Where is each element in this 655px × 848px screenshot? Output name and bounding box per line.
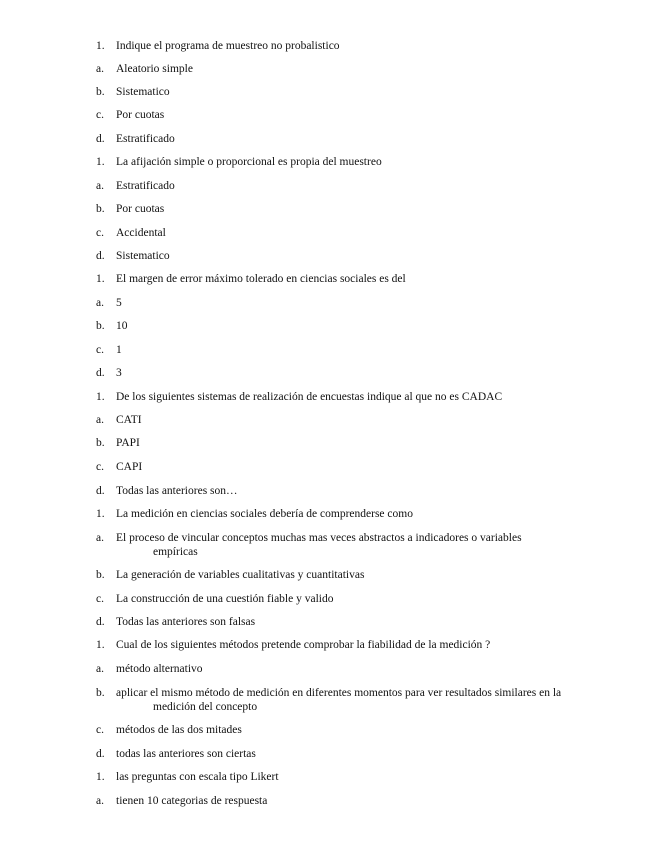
- list-marker: d.: [96, 367, 105, 379]
- option-line: [96, 794, 596, 808]
- option-text: Por cuotas: [116, 109, 165, 121]
- option-line: [96, 62, 596, 76]
- option-line: [96, 343, 596, 357]
- option-line: [96, 686, 596, 714]
- list-marker: a.: [96, 297, 104, 309]
- question-line: [96, 272, 596, 286]
- list-marker: a.: [96, 532, 104, 544]
- option-text: 1: [116, 344, 122, 356]
- option-line: [96, 723, 596, 737]
- list-marker: d.: [96, 485, 105, 497]
- option-text: Sistematico: [116, 250, 170, 262]
- list-marker: c.: [96, 724, 104, 736]
- option-text: Todas las anteriores son falsas: [116, 616, 256, 628]
- question-line: [96, 155, 596, 169]
- option-line: [96, 319, 596, 333]
- option-line: [96, 662, 596, 676]
- option-text: CAPI: [116, 461, 143, 473]
- question-text: La medición en ciencias sociales debería de comprenderse como: [116, 508, 413, 520]
- option-text: 5: [116, 297, 122, 309]
- question-text: La afijación simple o proporcional es propia del muestreo: [116, 156, 382, 168]
- option-line: [96, 202, 596, 216]
- question-line: [96, 638, 596, 652]
- option-text: Estratificado: [116, 180, 175, 192]
- list-marker: 1.: [96, 273, 105, 285]
- option-line: [96, 296, 596, 310]
- option-text: Accidental: [116, 227, 166, 239]
- option-line: [96, 226, 596, 240]
- option-text: PAPI: [116, 437, 140, 449]
- option-line: [96, 366, 596, 380]
- list-marker: c.: [96, 461, 104, 473]
- question-text: El margen de error máximo tolerado en ciencias sociales es del: [116, 273, 406, 285]
- list-marker: d.: [96, 250, 105, 262]
- list-marker: 1.: [96, 40, 105, 52]
- list-marker: a.: [96, 795, 104, 807]
- list-marker: 1.: [96, 508, 105, 520]
- list-marker: d.: [96, 133, 105, 145]
- option-line: [96, 460, 596, 474]
- option-line: [96, 413, 596, 427]
- question-text: Cual de los siguientes métodos pretende comprobar la fiabilidad de la medición ?: [116, 639, 491, 651]
- list-marker: c.: [96, 593, 104, 605]
- list-marker: b.: [96, 320, 105, 332]
- option-line: [96, 249, 596, 263]
- option-text: Sistematico: [116, 86, 170, 98]
- option-text: La construcción de una cuestión fiable y valido: [116, 593, 334, 605]
- list-marker: d.: [96, 748, 105, 760]
- question-line: [96, 507, 596, 521]
- list-marker: a.: [96, 180, 104, 192]
- list-marker: b.: [96, 437, 105, 449]
- option-line: [96, 484, 596, 498]
- option-text: aplicar el mismo método de medición en diferentes momentos para ver resultados similares en la: [116, 687, 562, 699]
- option-line: [96, 85, 596, 99]
- list-marker: 1.: [96, 391, 105, 403]
- list-marker: c.: [96, 227, 104, 239]
- option-line: [96, 615, 596, 629]
- list-marker: b.: [96, 569, 105, 581]
- option-text: Por cuotas: [116, 203, 165, 215]
- question-text: De los siguientes sistemas de realización de encuestas indique al que no es CADAC: [116, 391, 503, 403]
- option-text: Estratificado: [116, 133, 175, 145]
- question-text: las preguntas con escala tipo Likert: [116, 771, 279, 783]
- list-marker: a.: [96, 63, 104, 75]
- option-text: tienen 10 categorias de respuesta: [116, 795, 268, 807]
- option-text-continuation: medición del concepto: [153, 701, 258, 713]
- option-line: [96, 531, 596, 559]
- option-text: 10: [116, 320, 128, 332]
- option-text: todas las anteriores son ciertas: [116, 748, 256, 760]
- option-text: 3: [116, 367, 122, 379]
- list-marker: b.: [96, 86, 105, 98]
- question-text: Indique el programa de muestreo no probalistico: [116, 40, 340, 52]
- option-line: [96, 747, 596, 761]
- option-text: método alternativo: [116, 663, 203, 675]
- option-text: Todas las anteriores son…: [116, 485, 238, 497]
- question-line: [96, 390, 596, 404]
- option-text: Aleatorio simple: [116, 63, 193, 75]
- question-line: [96, 39, 596, 53]
- list-marker: 1.: [96, 156, 105, 168]
- list-marker: 1.: [96, 771, 105, 783]
- option-line: [96, 436, 596, 450]
- list-marker: a.: [96, 663, 104, 675]
- option-text-continuation: empíricas: [153, 546, 198, 558]
- list-marker: b.: [96, 687, 105, 699]
- option-text: La generación de variables cualitativas y cuantitativas: [116, 569, 365, 581]
- list-marker: d.: [96, 616, 105, 628]
- list-marker: b.: [96, 203, 105, 215]
- list-marker: c.: [96, 344, 104, 356]
- question-line: [96, 770, 596, 784]
- option-line: [96, 568, 596, 582]
- list-marker: c.: [96, 109, 104, 121]
- list-marker: 1.: [96, 639, 105, 651]
- option-text: métodos de las dos mitades: [116, 724, 242, 736]
- option-text: El proceso de vincular conceptos muchas mas veces abstractos a indicadores o variables: [116, 532, 522, 544]
- option-line: [96, 179, 596, 193]
- option-line: [96, 108, 596, 122]
- option-text: CATI: [116, 414, 142, 426]
- option-line: [96, 132, 596, 146]
- list-marker: a.: [96, 414, 104, 426]
- option-line: [96, 592, 596, 606]
